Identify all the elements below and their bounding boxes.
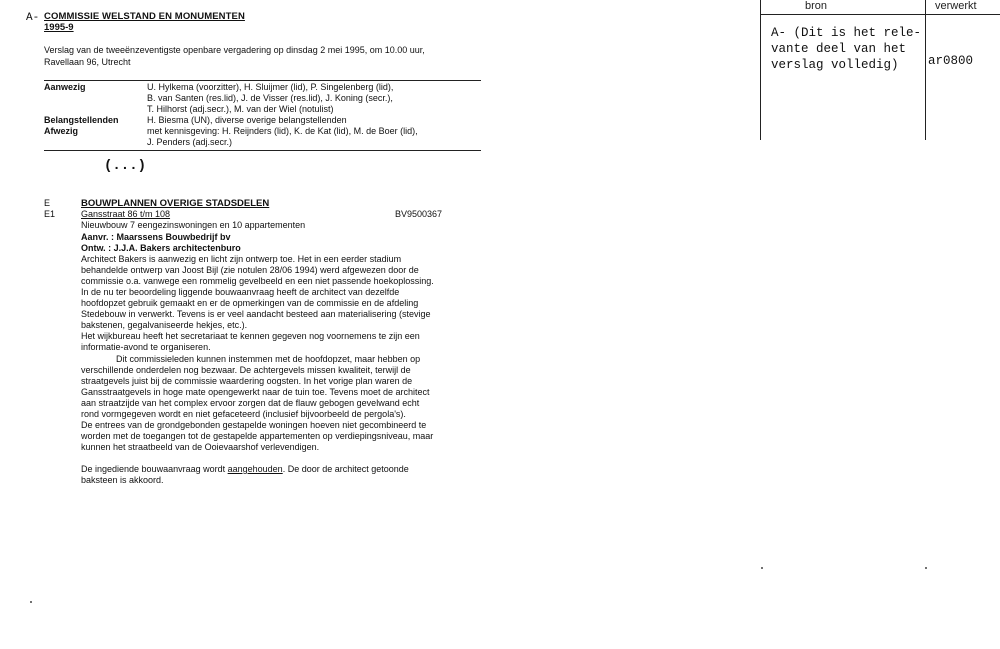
source-note bbox=[771, 25, 921, 73]
body-line: Aanvr. : Maarssens Bouwbedrijf bv bbox=[81, 232, 231, 242]
body-line: aan straatzijde van het complex ervoor zorgen dat de flauw gebogen gevelwand echt bbox=[81, 398, 420, 408]
item-reference: BV9500367 bbox=[395, 209, 443, 219]
section-title: BOUWPLANNEN OVERIGE STADSDELEN bbox=[81, 198, 270, 209]
body-line: Dit commissieleden kunnen instemmen met de hoofdopzet, maar hebben op bbox=[116, 354, 421, 364]
body-line: behandelde ontwerp van Joost Bijl (zie notulen 28/06 1994) werd afgewezen door de bbox=[81, 265, 419, 275]
source-note-line: vante deel van het bbox=[771, 42, 907, 56]
scan-dot bbox=[30, 601, 32, 603]
attendance-label: Belangstellenden bbox=[44, 115, 119, 125]
source-note-line: verslag volledig) bbox=[771, 58, 899, 72]
body-line: Stedebouw in verwerkt. Tevens is er veel aandacht besteed aan materialisering (stevige bbox=[81, 309, 431, 319]
decision-prefix: De ingediende bouwaanvraag wordt bbox=[81, 464, 226, 474]
omission-marker: (...) bbox=[104, 158, 147, 174]
column-header-bron: bron bbox=[805, 0, 828, 12]
a-marker: A- bbox=[26, 12, 40, 24]
source-note-line: A- (Dit is het rele- bbox=[771, 26, 922, 40]
decision-term: aangehouden bbox=[227, 464, 283, 474]
attendance-label: Afwezig bbox=[44, 126, 79, 136]
body-line: verschillende onderdelen nog bezwaar. De achtergevels missen kwaliteit, terwijl de bbox=[81, 365, 411, 375]
body-line: Het wijkbureau heeft het secretariaat te kennen gegeven nog voornemens te zijn een bbox=[81, 331, 420, 341]
document-title: COMMISSIE WELSTAND EN MONUMENTEN bbox=[44, 11, 245, 22]
section-code: E bbox=[44, 198, 51, 208]
attendance-text: H. Biesma (UN), diverse overige belangstellenden bbox=[147, 115, 347, 125]
body-line: kunnen het straatbeeld van de Ooievaarshof verlevendigen. bbox=[81, 442, 320, 452]
attendance-text: T. Hilhorst (adj.secr.), M. van der Wiel (notulist) bbox=[147, 104, 334, 114]
body-line: Architect Bakers is aanwezig en licht zijn ontwerp toe. Het in een eerder stadium bbox=[81, 254, 402, 264]
table-left-border bbox=[760, 0, 761, 140]
decision-line-2: baksteen is akkoord. bbox=[81, 475, 164, 485]
attendance-text: B. van Santen (res.lid), J. de Visser (res.lid), J. Koning (secr.), bbox=[147, 93, 393, 103]
decision-suffix: . De door de architect getoonde bbox=[282, 464, 409, 474]
item-code: E1 bbox=[44, 209, 56, 219]
body-line: Gansstraatgevels in hoge mate opengewerkt naar de tuin toe. Tevens moet de architect bbox=[81, 387, 430, 397]
decision-line bbox=[81, 464, 409, 474]
table-header-rule bbox=[760, 14, 1000, 15]
bottom-divider bbox=[44, 150, 481, 151]
body-line: hoofdopzet gebruik gemaakt en er de opmerkingen van de commissie en de afdeling bbox=[81, 298, 419, 308]
body-line: rond vormgegeven wordt en niet gefaceteerd (inclusief bijvoorbeeld de pergola's). bbox=[81, 409, 406, 419]
body-line: In de nu ter beoordeling liggende bouwaanvraag heeft de architect van dezelfde bbox=[81, 287, 400, 297]
body-line: Ontw. : J.J.A. Bakers architectenburo bbox=[81, 243, 241, 253]
attendance-text: met kennisgeving: H. Reijnders (lid), K. de Kat (lid), M. de Boer (lid), bbox=[147, 126, 418, 136]
attendance-text: J. Penders (adj.secr.) bbox=[147, 137, 233, 147]
table-column-divider bbox=[925, 0, 926, 140]
top-divider bbox=[44, 80, 481, 81]
document-number: 1995-9 bbox=[44, 22, 74, 33]
body-line: bakstenen, gegalvaniseerde hekjes, etc.). bbox=[81, 320, 248, 330]
report-description-line-2: Ravellaan 96, Utrecht bbox=[44, 57, 131, 67]
archive-code: ar0800 bbox=[928, 54, 974, 68]
scan-dot bbox=[761, 567, 763, 569]
attendance-text: U. Hylkema (voorzitter), H. Sluijmer (lid), P. Singelenberg (lid), bbox=[147, 82, 394, 92]
body-line: De entrees van de grondgebonden gestapelde woningen hoeven niet gecombineerd te bbox=[81, 420, 427, 430]
report-description-line-1: Verslag van de tweeënzeventigste openbare vergadering op dinsdag 2 mei 1995, om 10.00 uur, bbox=[44, 45, 425, 55]
column-header-verwerkt: verwerkt bbox=[935, 0, 977, 12]
item-title: Gansstraat 86 t/m 108 bbox=[81, 209, 171, 219]
body-line: informatie-avond te organiseren. bbox=[81, 342, 211, 352]
body-line: straatgevels juist bij de commissie waardering oogsten. In het vorige plan waren de bbox=[81, 376, 413, 386]
body-line: Nieuwbouw 7 eengezinswoningen en 10 appartementen bbox=[81, 220, 306, 230]
attendance-label: Aanwezig bbox=[44, 82, 86, 92]
body-line: worden met de toegangen tot de gestapelde appartementen op verdiepingsniveau, maar bbox=[81, 431, 434, 441]
scan-dot bbox=[925, 567, 927, 569]
body-line: commissie o.a. vanwege een rommelig gevelbeeld en een niet passende hoekoplossing. bbox=[81, 276, 434, 286]
